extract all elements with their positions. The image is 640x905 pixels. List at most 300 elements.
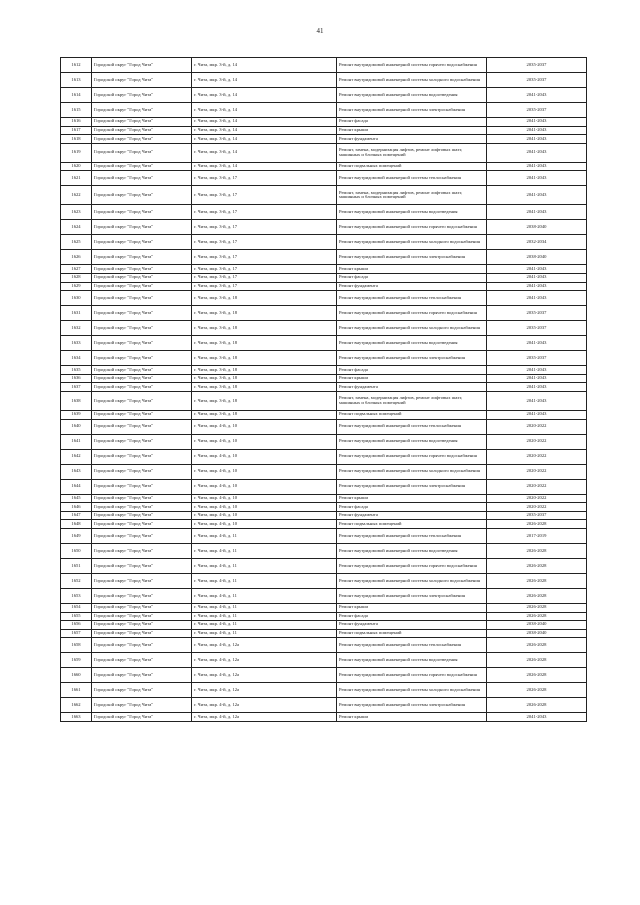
address-cell: г. Чита, мкр. 3-й, д. 18 bbox=[192, 351, 337, 366]
period-cell: 2020-2022 bbox=[487, 464, 587, 479]
address-cell: г. Чита, мкр. 3-й, д. 14 bbox=[192, 73, 337, 88]
period-cell: 2035-2037 bbox=[487, 103, 587, 118]
table-row bbox=[61, 250, 587, 265]
row-number-cell: 1632 bbox=[61, 321, 92, 336]
period-cell: 2017-2019 bbox=[487, 528, 587, 543]
table-row bbox=[61, 698, 587, 713]
municipality-cell: Городской округ "Город Чита" bbox=[92, 621, 192, 630]
row-number-cell: 1614 bbox=[61, 88, 92, 103]
work-type-cell: Ремонт подвальных помещений bbox=[337, 520, 487, 529]
period-cell: 2026-2028 bbox=[487, 638, 587, 653]
work-type-cell: Ремонт фундамента bbox=[337, 511, 487, 520]
address-cell: г. Чита, мкр. 4-й, д. 11 bbox=[192, 558, 337, 573]
row-number-cell: 1650 bbox=[61, 543, 92, 558]
address-cell: г. Чита, мкр. 4-й, д. 12а bbox=[192, 698, 337, 713]
period-cell: 2041-2043 bbox=[487, 118, 587, 127]
municipality-cell: Городской округ "Город Чита" bbox=[92, 612, 192, 621]
table-row bbox=[61, 374, 587, 383]
row-number-cell: 1613 bbox=[61, 73, 92, 88]
table-row bbox=[61, 118, 587, 127]
municipality-cell: Городской округ "Город Чита" bbox=[92, 366, 192, 375]
work-type-cell: Ремонт крыши bbox=[337, 265, 487, 274]
row-number-cell: 1639 bbox=[61, 410, 92, 419]
table-row bbox=[61, 321, 587, 336]
municipality-cell: Городской округ "Город Чита" bbox=[92, 162, 192, 171]
period-cell: 2026-2028 bbox=[487, 683, 587, 698]
work-type-cell: Ремонт внутридомовой инженерной системы горячего водоснабжения bbox=[337, 58, 487, 73]
period-cell: 2041-2043 bbox=[487, 366, 587, 375]
row-number-cell: 1641 bbox=[61, 434, 92, 449]
work-type-cell: Ремонт внутридомовой инженерной системы водоотведения bbox=[337, 205, 487, 220]
municipality-cell: Городской округ "Город Чита" bbox=[92, 383, 192, 392]
work-type-cell: Ремонт внутридомовой инженерной системы электроснабжения bbox=[337, 698, 487, 713]
row-number-cell: 1652 bbox=[61, 573, 92, 588]
municipality-cell: Городской округ "Город Чита" bbox=[92, 58, 192, 73]
municipality-cell: Городской округ "Город Чита" bbox=[92, 282, 192, 291]
table-row bbox=[61, 621, 587, 630]
table-row bbox=[61, 520, 587, 529]
work-type-cell: Ремонт внутридомовой инженерной системы водоотведения bbox=[337, 88, 487, 103]
address-cell: г. Чита, мкр. 3-й, д. 18 bbox=[192, 291, 337, 306]
table-row bbox=[61, 503, 587, 512]
period-cell: 2026-2028 bbox=[487, 668, 587, 683]
table-row bbox=[61, 126, 587, 135]
period-cell: 2038-2040 bbox=[487, 621, 587, 630]
period-cell: 2041-2043 bbox=[487, 88, 587, 103]
work-type-cell: Ремонт внутридомовой инженерной системы холодного водоснабжения bbox=[337, 464, 487, 479]
address-cell: г. Чита, мкр. 3-й, д. 18 bbox=[192, 410, 337, 419]
table-row bbox=[61, 336, 587, 351]
work-type-cell: Ремонт внутридомовой инженерной системы водоотведения bbox=[337, 653, 487, 668]
table-row bbox=[61, 265, 587, 274]
table-row bbox=[61, 713, 587, 722]
municipality-cell: Городской округ "Город Чита" bbox=[92, 543, 192, 558]
period-cell: 2026-2028 bbox=[487, 653, 587, 668]
work-type-cell: Ремонт внутридомовой инженерной системы горячего водоснабжения bbox=[337, 306, 487, 321]
period-cell: 2035-2037 bbox=[487, 58, 587, 73]
row-number-cell: 1635 bbox=[61, 366, 92, 375]
period-cell: 2020-2022 bbox=[487, 479, 587, 494]
table-row bbox=[61, 162, 587, 171]
address-cell: г. Чита, мкр. 3-й, д. 14 bbox=[192, 103, 337, 118]
row-number-cell: 1621 bbox=[61, 171, 92, 186]
period-cell: 2041-2043 bbox=[487, 291, 587, 306]
work-type-cell: Ремонт внутридомовой инженерной системы электроснабжения bbox=[337, 479, 487, 494]
work-type-cell: Ремонт внутридомовой инженерной системы электроснабжения bbox=[337, 250, 487, 265]
row-number-cell: 1640 bbox=[61, 419, 92, 434]
period-cell: 2041-2043 bbox=[487, 143, 587, 162]
work-type-cell: Ремонт внутридомовой инженерной системы теплоснабжения bbox=[337, 528, 487, 543]
work-type-cell: Ремонт внутридомовой инженерной системы холодного водоснабжения bbox=[337, 573, 487, 588]
table-row bbox=[61, 629, 587, 638]
work-type-cell: Ремонт фундамента bbox=[337, 621, 487, 630]
period-cell: 2038-2040 bbox=[487, 220, 587, 235]
work-type-cell: Ремонт внутридомовой инженерной системы теплоснабжения bbox=[337, 419, 487, 434]
row-number-cell: 1654 bbox=[61, 603, 92, 612]
table-row bbox=[61, 603, 587, 612]
row-number-cell: 1618 bbox=[61, 135, 92, 144]
address-cell: г. Чита, мкр. 3-й, д. 17 bbox=[192, 186, 337, 205]
table-row bbox=[61, 235, 587, 250]
table-row bbox=[61, 410, 587, 419]
period-cell: 2038-2040 bbox=[487, 629, 587, 638]
address-cell: г. Чита, мкр. 3-й, д. 18 bbox=[192, 383, 337, 392]
municipality-cell: Городской округ "Город Чита" bbox=[92, 520, 192, 529]
period-cell: 2041-2043 bbox=[487, 713, 587, 722]
table-row bbox=[61, 653, 587, 668]
period-cell: 2041-2043 bbox=[487, 126, 587, 135]
municipality-cell: Городской округ "Город Чита" bbox=[92, 291, 192, 306]
address-cell: г. Чита, мкр. 4-й, д. 10 bbox=[192, 520, 337, 529]
period-cell: 2041-2043 bbox=[487, 186, 587, 205]
row-number-cell: 1644 bbox=[61, 479, 92, 494]
table-row bbox=[61, 528, 587, 543]
table-row bbox=[61, 88, 587, 103]
municipality-cell: Городской округ "Город Чита" bbox=[92, 88, 192, 103]
municipality-cell: Городской округ "Город Чита" bbox=[92, 103, 192, 118]
work-type-cell: Ремонт фундамента bbox=[337, 282, 487, 291]
row-number-cell: 1651 bbox=[61, 558, 92, 573]
address-cell: г. Чита, мкр. 4-й, д. 12а bbox=[192, 713, 337, 722]
municipality-cell: Городской округ "Город Чита" bbox=[92, 73, 192, 88]
work-type-cell: Ремонт, замена, модернизация лифтов, ремонт лифтовых шахт, машинных и блочных помещений bbox=[337, 391, 487, 410]
municipality-cell: Городской округ "Город Чита" bbox=[92, 391, 192, 410]
address-cell: г. Чита, мкр. 3-й, д. 17 bbox=[192, 282, 337, 291]
period-cell: 2020-2022 bbox=[487, 503, 587, 512]
address-cell: г. Чита, мкр. 4-й, д. 10 bbox=[192, 449, 337, 464]
municipality-cell: Городской округ "Город Чита" bbox=[92, 235, 192, 250]
row-number-cell: 1631 bbox=[61, 306, 92, 321]
row-number-cell: 1658 bbox=[61, 638, 92, 653]
table-row bbox=[61, 449, 587, 464]
municipality-cell: Городской округ "Город Чита" bbox=[92, 143, 192, 162]
repair-schedule-table bbox=[60, 57, 587, 722]
row-number-cell: 1653 bbox=[61, 588, 92, 603]
period-cell: 2041-2043 bbox=[487, 383, 587, 392]
table-row bbox=[61, 273, 587, 282]
address-cell: г. Чита, мкр. 3-й, д. 18 bbox=[192, 374, 337, 383]
work-type-cell: Ремонт внутридомовой инженерной системы водоотведения bbox=[337, 543, 487, 558]
table-row bbox=[61, 351, 587, 366]
work-type-cell: Ремонт крыши bbox=[337, 126, 487, 135]
period-cell: 2041-2043 bbox=[487, 171, 587, 186]
period-cell: 2026-2028 bbox=[487, 520, 587, 529]
municipality-cell: Городской округ "Город Чита" bbox=[92, 351, 192, 366]
municipality-cell: Городской округ "Город Чита" bbox=[92, 668, 192, 683]
row-number-cell: 1642 bbox=[61, 449, 92, 464]
municipality-cell: Городской округ "Город Чита" bbox=[92, 683, 192, 698]
municipality-cell: Городской округ "Город Чита" bbox=[92, 135, 192, 144]
address-cell: г. Чита, мкр. 4-й, д. 11 bbox=[192, 621, 337, 630]
municipality-cell: Городской округ "Город Чита" bbox=[92, 374, 192, 383]
municipality-cell: Городской округ "Город Чита" bbox=[92, 220, 192, 235]
row-number-cell: 1662 bbox=[61, 698, 92, 713]
period-cell: 2026-2028 bbox=[487, 612, 587, 621]
table-row bbox=[61, 366, 587, 375]
municipality-cell: Городской округ "Город Чита" bbox=[92, 588, 192, 603]
municipality-cell: Городской округ "Город Чита" bbox=[92, 306, 192, 321]
table-row bbox=[61, 558, 587, 573]
work-type-cell: Ремонт фундамента bbox=[337, 383, 487, 392]
address-cell: г. Чита, мкр. 3-й, д. 17 bbox=[192, 273, 337, 282]
work-type-cell: Ремонт подвальных помещений bbox=[337, 162, 487, 171]
table-row bbox=[61, 58, 587, 73]
address-cell: г. Чита, мкр. 4-й, д. 11 bbox=[192, 543, 337, 558]
address-cell: г. Чита, мкр. 3-й, д. 17 bbox=[192, 171, 337, 186]
municipality-cell: Городской округ "Город Чита" bbox=[92, 573, 192, 588]
work-type-cell: Ремонт внутридомовой инженерной системы горячего водоснабжения bbox=[337, 220, 487, 235]
municipality-cell: Городской округ "Город Чита" bbox=[92, 434, 192, 449]
work-type-cell: Ремонт внутридомовой инженерной системы холодного водоснабжения bbox=[337, 321, 487, 336]
address-cell: г. Чита, мкр. 4-й, д. 12а bbox=[192, 668, 337, 683]
municipality-cell: Городской округ "Город Чита" bbox=[92, 558, 192, 573]
work-type-cell: Ремонт крыши bbox=[337, 374, 487, 383]
municipality-cell: Городской округ "Город Чита" bbox=[92, 126, 192, 135]
table-row bbox=[61, 434, 587, 449]
address-cell: г. Чита, мкр. 3-й, д. 14 bbox=[192, 88, 337, 103]
work-type-cell: Ремонт внутридомовой инженерной системы теплоснабжения bbox=[337, 291, 487, 306]
work-type-cell: Ремонт внутридомовой инженерной системы холодного водоснабжения bbox=[337, 73, 487, 88]
table-row bbox=[61, 668, 587, 683]
address-cell: г. Чита, мкр. 4-й, д. 12а bbox=[192, 683, 337, 698]
work-type-cell: Ремонт внутридомовой инженерной системы электроснабжения bbox=[337, 351, 487, 366]
municipality-cell: Городской округ "Город Чита" bbox=[92, 186, 192, 205]
municipality-cell: Городской округ "Город Чита" bbox=[92, 698, 192, 713]
row-number-cell: 1646 bbox=[61, 503, 92, 512]
address-cell: г. Чита, мкр. 4-й, д. 11 bbox=[192, 528, 337, 543]
municipality-cell: Городской округ "Город Чита" bbox=[92, 273, 192, 282]
period-cell: 2038-2040 bbox=[487, 250, 587, 265]
address-cell: г. Чита, мкр. 3-й, д. 17 bbox=[192, 235, 337, 250]
table-row bbox=[61, 638, 587, 653]
work-type-cell: Ремонт, замена, модернизация лифтов, ремонт лифтовых шахт, машинных и блочных помещений bbox=[337, 186, 487, 205]
period-cell: 2041-2043 bbox=[487, 336, 587, 351]
municipality-cell: Городской округ "Город Чита" bbox=[92, 410, 192, 419]
period-cell: 2035-2037 bbox=[487, 306, 587, 321]
work-type-cell: Ремонт внутридомовой инженерной системы водоотведения bbox=[337, 336, 487, 351]
work-type-cell: Ремонт внутридомовой инженерной системы электроснабжения bbox=[337, 103, 487, 118]
table-row bbox=[61, 543, 587, 558]
work-type-cell: Ремонт внутридомовой инженерной системы теплоснабжения bbox=[337, 638, 487, 653]
municipality-cell: Городской округ "Город Чита" bbox=[92, 603, 192, 612]
work-type-cell: Ремонт фасада bbox=[337, 612, 487, 621]
municipality-cell: Городской округ "Город Чита" bbox=[92, 464, 192, 479]
work-type-cell: Ремонт внутридомовой инженерной системы горячего водоснабжения bbox=[337, 449, 487, 464]
table-row bbox=[61, 573, 587, 588]
row-number-cell: 1612 bbox=[61, 58, 92, 73]
period-cell: 2041-2043 bbox=[487, 162, 587, 171]
address-cell: г. Чита, мкр. 3-й, д. 14 bbox=[192, 118, 337, 127]
municipality-cell: Городской округ "Город Чита" bbox=[92, 321, 192, 336]
address-cell: г. Чита, мкр. 4-й, д. 10 bbox=[192, 503, 337, 512]
work-type-cell: Ремонт подвальных помещений bbox=[337, 410, 487, 419]
table-row bbox=[61, 588, 587, 603]
table-row bbox=[61, 171, 587, 186]
period-cell: 2026-2028 bbox=[487, 603, 587, 612]
table-row bbox=[61, 103, 587, 118]
work-type-cell: Ремонт крыши bbox=[337, 713, 487, 722]
table-row bbox=[61, 383, 587, 392]
municipality-cell: Городской округ "Город Чита" bbox=[92, 250, 192, 265]
table-row bbox=[61, 291, 587, 306]
address-cell: г. Чита, мкр. 3-й, д. 14 bbox=[192, 58, 337, 73]
municipality-cell: Городской округ "Город Чита" bbox=[92, 419, 192, 434]
address-cell: г. Чита, мкр. 3-й, д. 14 bbox=[192, 143, 337, 162]
row-number-cell: 1645 bbox=[61, 494, 92, 503]
period-cell: 2041-2043 bbox=[487, 282, 587, 291]
table-body bbox=[61, 58, 587, 722]
row-number-cell: 1647 bbox=[61, 511, 92, 520]
period-cell: 2041-2043 bbox=[487, 374, 587, 383]
address-cell: г. Чита, мкр. 4-й, д. 11 bbox=[192, 573, 337, 588]
period-cell: 2026-2028 bbox=[487, 558, 587, 573]
row-number-cell: 1655 bbox=[61, 612, 92, 621]
municipality-cell: Городской округ "Город Чита" bbox=[92, 336, 192, 351]
table-row bbox=[61, 143, 587, 162]
row-number-cell: 1619 bbox=[61, 143, 92, 162]
row-number-cell: 1615 bbox=[61, 103, 92, 118]
table-row bbox=[61, 419, 587, 434]
municipality-cell: Городской округ "Город Чита" bbox=[92, 171, 192, 186]
period-cell: 2041-2043 bbox=[487, 135, 587, 144]
address-cell: г. Чита, мкр. 3-й, д. 17 bbox=[192, 250, 337, 265]
municipality-cell: Городской округ "Город Чита" bbox=[92, 653, 192, 668]
period-cell: 2041-2043 bbox=[487, 273, 587, 282]
address-cell: г. Чита, мкр. 3-й, д. 18 bbox=[192, 391, 337, 410]
address-cell: г. Чита, мкр. 3-й, д. 18 bbox=[192, 321, 337, 336]
row-number-cell: 1660 bbox=[61, 668, 92, 683]
row-number-cell: 1624 bbox=[61, 220, 92, 235]
work-type-cell: Ремонт, замена, модернизация лифтов, ремонт лифтовых шахт, машинных и блочных помещений bbox=[337, 143, 487, 162]
address-cell: г. Чита, мкр. 4-й, д. 10 bbox=[192, 511, 337, 520]
municipality-cell: Городской округ "Город Чита" bbox=[92, 638, 192, 653]
row-number-cell: 1657 bbox=[61, 629, 92, 638]
row-number-cell: 1622 bbox=[61, 186, 92, 205]
address-cell: г. Чита, мкр. 4-й, д. 11 bbox=[192, 612, 337, 621]
table-row bbox=[61, 306, 587, 321]
work-type-cell: Ремонт внутридомовой инженерной системы холодного водоснабжения bbox=[337, 683, 487, 698]
period-cell: 2026-2028 bbox=[487, 543, 587, 558]
row-number-cell: 1626 bbox=[61, 250, 92, 265]
address-cell: г. Чита, мкр. 4-й, д. 10 bbox=[192, 419, 337, 434]
table-row bbox=[61, 205, 587, 220]
row-number-cell: 1661 bbox=[61, 683, 92, 698]
page-number: 41 bbox=[316, 27, 324, 35]
address-cell: г. Чита, мкр. 3-й, д. 14 bbox=[192, 126, 337, 135]
address-cell: г. Чита, мкр. 3-й, д. 14 bbox=[192, 135, 337, 144]
work-type-cell: Ремонт фасада bbox=[337, 503, 487, 512]
work-type-cell: Ремонт внутридомовой инженерной системы холодного водоснабжения bbox=[337, 235, 487, 250]
table-row bbox=[61, 683, 587, 698]
municipality-cell: Городской округ "Город Чита" bbox=[92, 494, 192, 503]
period-cell: 2020-2022 bbox=[487, 449, 587, 464]
row-number-cell: 1636 bbox=[61, 374, 92, 383]
period-cell: 2020-2022 bbox=[487, 494, 587, 503]
row-number-cell: 1656 bbox=[61, 621, 92, 630]
address-cell: г. Чита, мкр. 3-й, д. 14 bbox=[192, 162, 337, 171]
period-cell: 2041-2043 bbox=[487, 391, 587, 410]
work-type-cell: Ремонт внутридомовой инженерной системы водоотведения bbox=[337, 434, 487, 449]
row-number-cell: 1623 bbox=[61, 205, 92, 220]
table-row bbox=[61, 135, 587, 144]
address-cell: г. Чита, мкр. 4-й, д. 11 bbox=[192, 588, 337, 603]
period-cell: 2035-2037 bbox=[487, 351, 587, 366]
table-row bbox=[61, 282, 587, 291]
address-cell: г. Чита, мкр. 3-й, д. 17 bbox=[192, 220, 337, 235]
table-row bbox=[61, 494, 587, 503]
address-cell: г. Чита, мкр. 3-й, д. 18 bbox=[192, 366, 337, 375]
work-type-cell: Ремонт внутридомовой инженерной системы электроснабжения bbox=[337, 588, 487, 603]
row-number-cell: 1630 bbox=[61, 291, 92, 306]
table-row bbox=[61, 479, 587, 494]
address-cell: г. Чита, мкр. 3-й, д. 18 bbox=[192, 336, 337, 351]
work-type-cell: Ремонт внутридомовой инженерной системы горячего водоснабжения bbox=[337, 558, 487, 573]
address-cell: г. Чита, мкр. 4-й, д. 10 bbox=[192, 494, 337, 503]
row-number-cell: 1617 bbox=[61, 126, 92, 135]
address-cell: г. Чита, мкр. 4-й, д. 10 bbox=[192, 464, 337, 479]
address-cell: г. Чита, мкр. 4-й, д. 12а bbox=[192, 638, 337, 653]
period-cell: 2035-2037 bbox=[487, 321, 587, 336]
row-number-cell: 1616 bbox=[61, 118, 92, 127]
address-cell: г. Чита, мкр. 3-й, д. 17 bbox=[192, 265, 337, 274]
address-cell: г. Чита, мкр. 4-й, д. 11 bbox=[192, 629, 337, 638]
period-cell: 2041-2043 bbox=[487, 265, 587, 274]
period-cell: 2041-2043 bbox=[487, 205, 587, 220]
address-cell: г. Чита, мкр. 3-й, д. 18 bbox=[192, 306, 337, 321]
table-row bbox=[61, 464, 587, 479]
municipality-cell: Городской округ "Город Чита" bbox=[92, 713, 192, 722]
row-number-cell: 1663 bbox=[61, 713, 92, 722]
work-type-cell: Ремонт крыши bbox=[337, 603, 487, 612]
period-cell: 2026-2028 bbox=[487, 588, 587, 603]
municipality-cell: Городской округ "Город Чита" bbox=[92, 503, 192, 512]
work-type-cell: Ремонт крыши bbox=[337, 494, 487, 503]
municipality-cell: Городской округ "Город Чита" bbox=[92, 528, 192, 543]
row-number-cell: 1625 bbox=[61, 235, 92, 250]
table-row bbox=[61, 612, 587, 621]
municipality-cell: Городской округ "Город Чита" bbox=[92, 511, 192, 520]
table-row bbox=[61, 73, 587, 88]
work-type-cell: Ремонт фасада bbox=[337, 366, 487, 375]
period-cell: 2020-2022 bbox=[487, 434, 587, 449]
municipality-cell: Городской округ "Город Чита" bbox=[92, 629, 192, 638]
address-cell: г. Чита, мкр. 4-й, д. 10 bbox=[192, 479, 337, 494]
row-number-cell: 1629 bbox=[61, 282, 92, 291]
period-cell: 2035-2037 bbox=[487, 511, 587, 520]
period-cell: 2032-2034 bbox=[487, 235, 587, 250]
address-cell: г. Чита, мкр. 4-й, д. 10 bbox=[192, 434, 337, 449]
row-number-cell: 1633 bbox=[61, 336, 92, 351]
work-type-cell: Ремонт внутридомовой инженерной системы теплоснабжения bbox=[337, 171, 487, 186]
municipality-cell: Городской округ "Город Чита" bbox=[92, 479, 192, 494]
municipality-cell: Городской округ "Город Чита" bbox=[92, 265, 192, 274]
period-cell: 2035-2037 bbox=[487, 73, 587, 88]
row-number-cell: 1620 bbox=[61, 162, 92, 171]
row-number-cell: 1649 bbox=[61, 528, 92, 543]
row-number-cell: 1628 bbox=[61, 273, 92, 282]
table-row bbox=[61, 511, 587, 520]
row-number-cell: 1643 bbox=[61, 464, 92, 479]
work-type-cell: Ремонт подвальных помещений bbox=[337, 629, 487, 638]
address-cell: г. Чита, мкр. 3-й, д. 17 bbox=[192, 205, 337, 220]
row-number-cell: 1637 bbox=[61, 383, 92, 392]
table-row bbox=[61, 391, 587, 410]
address-cell: г. Чита, мкр. 4-й, д. 12а bbox=[192, 653, 337, 668]
row-number-cell: 1648 bbox=[61, 520, 92, 529]
period-cell: 2026-2028 bbox=[487, 573, 587, 588]
row-number-cell: 1634 bbox=[61, 351, 92, 366]
work-type-cell: Ремонт фасада bbox=[337, 118, 487, 127]
